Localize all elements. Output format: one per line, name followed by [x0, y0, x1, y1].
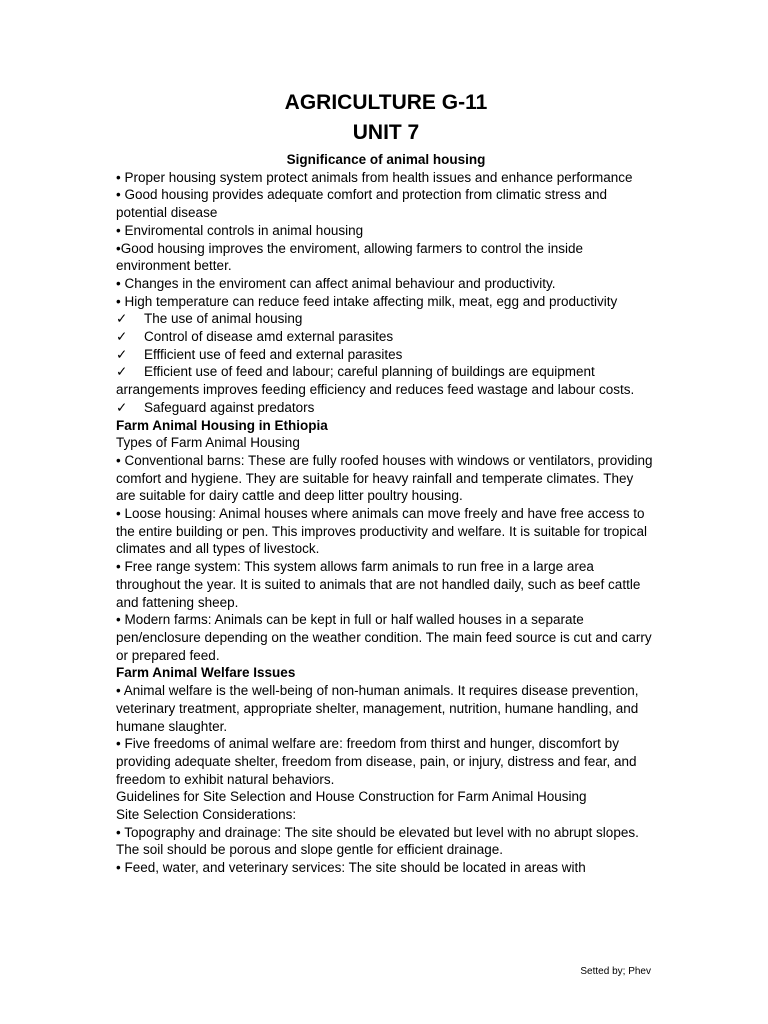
document-page — [116, 88, 656, 877]
plain-paragraph: Guidelines for Site Selection and House Construction for Farm Animal Housing — [116, 789, 587, 805]
checklist-text: Control of disease amd external parasites — [144, 329, 394, 345]
checklist-item — [116, 399, 656, 417]
checkmark-icon: ✓ — [116, 364, 128, 380]
checklist-text: The use of animal housing — [144, 311, 303, 327]
checkmark-icon: ✓ — [116, 346, 128, 362]
title-line-2: UNIT 7 — [352, 121, 420, 144]
bullet-paragraph: • Loose housing: Animal houses where animals can move freely and have free access to the entire building or pen. This improves productivity and welfare. It is suitable for tropical climates and all types of livestock. — [116, 506, 651, 557]
section-heading: Farm Animal Housing in Ethiopia — [116, 417, 328, 433]
bullet-paragraph: • Free range system: This system allows farm animals to run free in a large area throughout the year. It is suited to animals that are not handled daily, such as beef cattle and fattening sheep. — [116, 559, 645, 610]
bullet-paragraph: • Changes in the enviroment can affect animal behaviour and productivity. — [116, 275, 556, 291]
bullet-paragraph: • Five freedoms of animal welfare are: freedom from thirst and hunger, discomfort by providing adequate shelter, freedom from disease, pain, or injury, distress and fear, and freedom to exhibit natural behaviors. — [116, 736, 641, 787]
bullet-paragraph: • Modern farms: Animals can be kept in full or half walled houses in a separate pen/enclosure depending on the weather condition. The main feed source is cut and carry or prepared feed. — [116, 612, 656, 663]
checklist-item — [116, 363, 656, 398]
bullet-paragraph: •Good housing improves the enviroment, allowing farmers to control the inside environment better. — [116, 240, 587, 274]
bullet-paragraph: • Conventional barns: These are fully roofed houses with windows or ventilators, providing comfort and hygiene. They are suitable for heavy rainfall and temperate climates. They are suitable for dairy cattle and deep litter poultry housing. — [116, 452, 657, 504]
checklist-text: Safeguard against predators — [144, 399, 315, 415]
plain-paragraph: Types of Farm Animal Housing — [116, 435, 300, 451]
plain-paragraph: Site Selection Considerations: — [116, 807, 297, 823]
checklist-text: Efficient use of feed and labour; careful planning of buildings are equipment arrangements improves feeding efficiency and reduces feed wastage and labour costs. — [116, 364, 635, 398]
checkmark-icon: ✓ — [116, 399, 128, 415]
bullet-paragraph: • Good housing provides adequate comfort and protection from climatic stress and potential disease — [116, 187, 611, 221]
bullet-paragraph: • Proper housing system protect animals from health issues and enhance performance — [116, 169, 633, 185]
section-heading: Farm Animal Welfare Issues — [116, 665, 296, 681]
bullet-paragraph: • Topography and drainage: The site should be elevated but level with no abrupt slopes. The soil should be porous and slope gentle for efficient drainage. — [116, 824, 643, 858]
bullet-paragraph: • High temperature can reduce feed intake affecting milk, meat, egg and productivity — [116, 293, 618, 309]
checklist-item — [116, 346, 656, 364]
bullet-paragraph: • Animal welfare is the well-being of non-human animals. It requires disease prevention, veterinary treatment, appropriate shelter, management, nutrition, humane handling, and humane slaughter. — [116, 683, 643, 734]
checklist-item — [116, 328, 656, 346]
bullet-paragraph: • Feed, water, and veterinary services: The site should be located in areas with — [116, 860, 586, 876]
footer-author: Setted by; Phev — [580, 966, 651, 977]
checklist-item — [116, 310, 656, 328]
checkmark-icon: ✓ — [116, 329, 128, 345]
section-subtitle: Significance of animal housing — [286, 152, 486, 167]
checkmark-icon: ✓ — [116, 311, 128, 327]
title-line-1: AGRICULTURE G-11 — [284, 91, 488, 114]
bullet-paragraph: • Enviromental controls in animal housing — [116, 222, 364, 238]
checklist-text: Effficient use of feed and external parasites — [144, 346, 403, 362]
